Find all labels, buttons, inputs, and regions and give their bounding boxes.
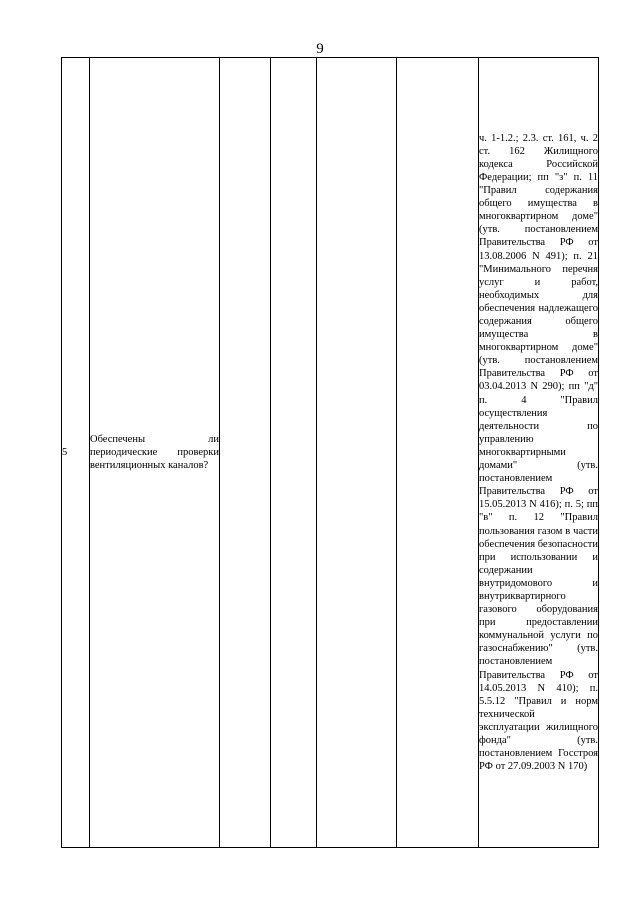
page-number: 9 [316, 41, 324, 57]
empty-cell-not-applicable [317, 58, 397, 848]
empty-cell-note [397, 58, 479, 848]
row-number-cell [62, 58, 90, 848]
checklist-table [61, 57, 599, 848]
legal-reference-cell [479, 58, 599, 848]
legal-reference-text: ч. 1-1.2.; 2.3. ст. 161, ч. 2 ст. 162 Жилищного кодекса Российской Федерации; пп "з" п. 11 "Правил содержания общего имущества в многоквартирном доме" (утв. постановлением Правительства РФ от 13.08.2006 N 491); п. 21 "Минимального перечня услуг и работ, необходимых для обеспечения надлежащего содержания общего имущества в многоквартирном доме" (утв. постановлением Правительства РФ от 03.04.2013 N 290); пп "д" п. 4 "Правил осуществления деятельности по управлению многоквартирными домами" (утв. постановлением Правительства РФ от 15.05.2013 N 416); п. 5; пп "в" п. 12 "Правил пользования газом в части обеспечения безопасности при использовании и содержании внутридомового и внутриквартирного газового оборудования при предоставлении коммунальной услуги по газоснабжению" (утв. постановлением Правительства РФ от 14.05.2013 N 410); п. 5.5.12 "Правил и норм технической эксплуатации жилищного фонда" (утв. постановлением Госстроя РФ от 27.09.2003 N 170) [479, 132, 598, 773]
question-text: Обеспечены ли периодические проверки вентиляционных каналов? [90, 434, 219, 471]
empty-cell-answer-no [271, 58, 317, 848]
empty-cell-answer-yes [220, 58, 271, 848]
question-cell [90, 58, 220, 848]
table-row [62, 58, 599, 848]
row-number: 5 [62, 447, 68, 458]
